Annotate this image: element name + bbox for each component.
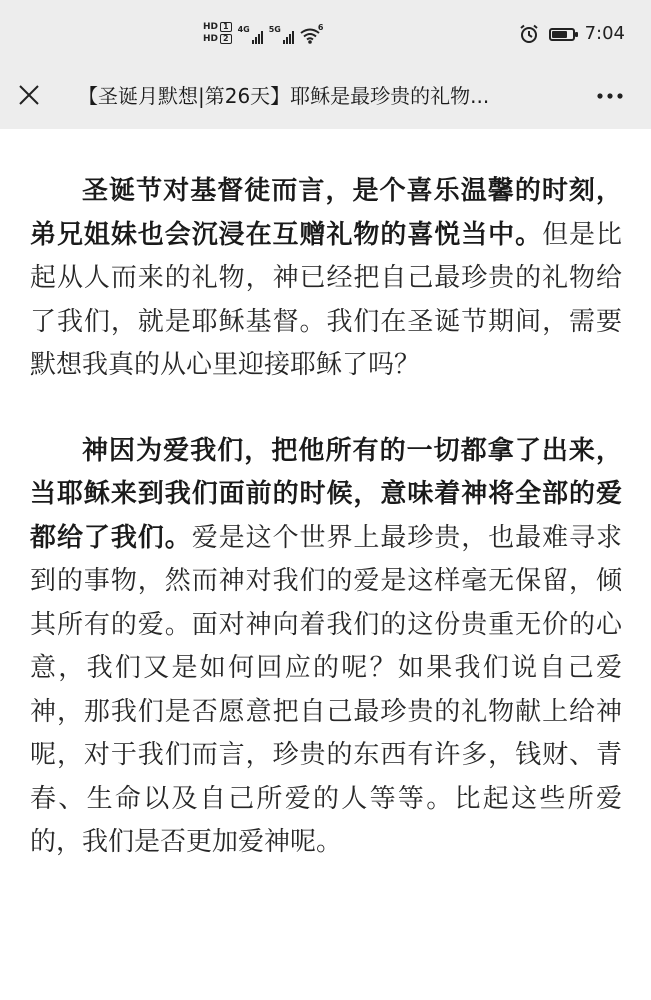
hd-1-label: HD — [203, 21, 219, 32]
signal-bars-icon — [252, 31, 263, 44]
alarm-icon — [519, 24, 539, 44]
hd-1-sub: 1 — [220, 22, 232, 32]
wifi-label: 6 — [317, 23, 324, 32]
signal-bars-icon — [283, 31, 294, 44]
network-2 — [268, 25, 294, 44]
paragraph-2-text: 爱是这个世界上最珍贵，也最难寻求到的事物，然而神对我们的爱是这样毫无保留，倾其所有的爱。面对神向着我们的这份贵重无价的心意，我们又是如何回应的呢？如果我们说自己爱神，那我们是否愿意把自己最珍贵的礼物献上给神呢，对于我们而言，珍贵的东西有许多，钱财、青春、生命以及自己所爱的人等等。比起这些所爱的，我们是否更加爱神呢。 — [30, 522, 622, 857]
page-title: 【圣诞月默想|第26天】耶稣是最珍贵的礼物... — [78, 84, 490, 108]
more-icon — [596, 92, 624, 100]
wifi-icon — [300, 28, 320, 44]
paragraph-1-bold: 圣诞节对基督徒而言，是个喜乐温馨的时刻，弟兄姐妹也会沉浸在互赠礼物的喜悦当中。 — [30, 176, 622, 250]
more-button[interactable] — [595, 84, 625, 108]
article-body — [30, 170, 622, 865]
paragraph-1-text: 但是比起从人而来的礼物，神已经把自己最珍贵的礼物给了我们，就是耶稣基督。我们在圣诞节期间，需要默想我真的从心里迎接耶稣了吗？ — [30, 219, 622, 380]
hd-indicators — [203, 22, 232, 44]
paragraph-2-bold: 神因为爱我们，把他所有的一切都拿了出来，当耶稣来到我们面前的时候，意味着神将全部的爱都给了我们。 — [30, 435, 622, 553]
hd-2-indicator — [203, 34, 232, 44]
network-1 — [237, 25, 263, 44]
status-left — [203, 22, 327, 44]
hd-2-label: HD — [203, 33, 219, 44]
paragraph-2 — [30, 430, 622, 865]
wifi — [300, 23, 328, 44]
nav-bar — [0, 72, 651, 129]
status-time: 7:04 — [584, 23, 625, 44]
paragraph-1 — [30, 170, 622, 388]
status-right — [519, 24, 625, 44]
network-2-label: 5G — [268, 25, 281, 34]
hd-2-sub: 2 — [220, 34, 232, 44]
status-bar — [0, 0, 651, 72]
network-1-label: 4G — [237, 25, 250, 34]
hd-1-indicator — [203, 22, 232, 32]
close-icon — [18, 84, 40, 106]
battery-icon — [549, 28, 575, 41]
battery-fill — [552, 31, 567, 38]
close-button[interactable] — [14, 80, 44, 110]
